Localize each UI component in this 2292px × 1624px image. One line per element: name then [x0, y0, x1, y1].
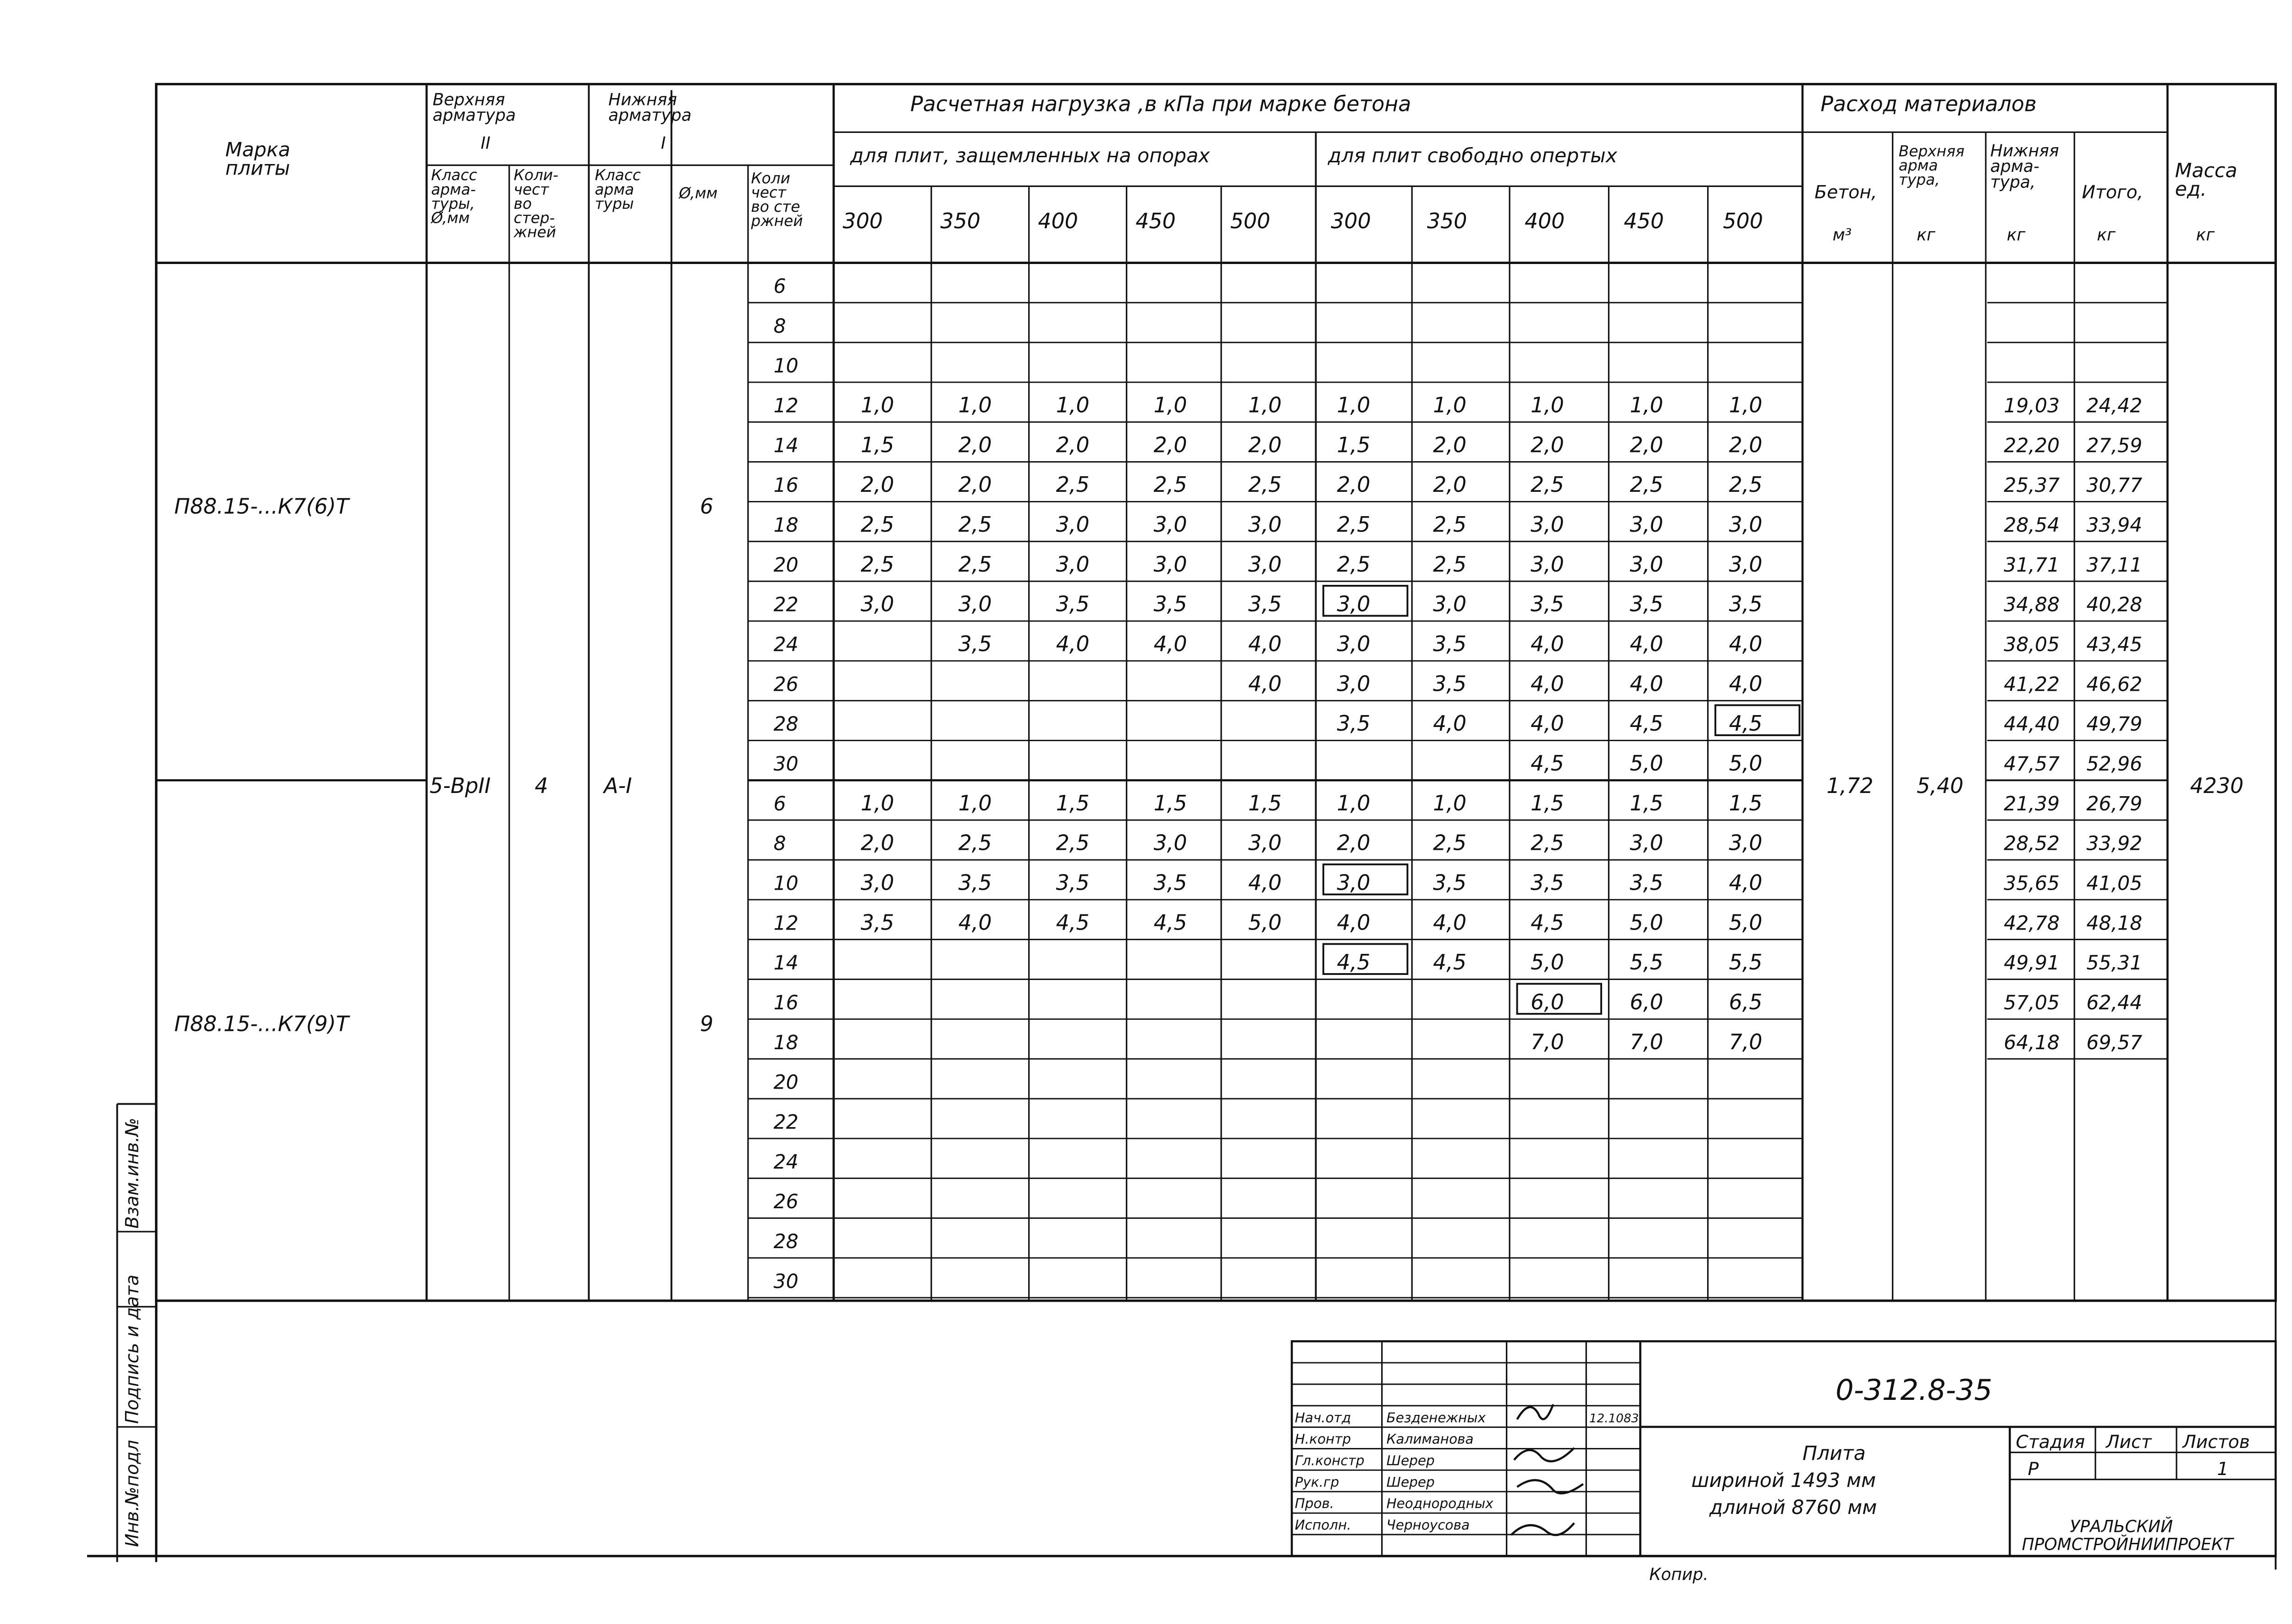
total-value: 49,79: [2086, 713, 2143, 736]
load-free-value: 3,5: [1531, 870, 1564, 895]
total-value: 48,18: [2086, 912, 2143, 935]
upper-count-value: 4: [534, 773, 548, 798]
load-fixed-value: 1,5: [1248, 790, 1282, 815]
lower-class-header: Класс арма туры: [595, 166, 641, 213]
load-fixed-value: 4,5: [1056, 910, 1090, 935]
lower-mat-value: 31,71: [2004, 553, 2060, 577]
total-value: 62,44: [2086, 991, 2143, 1015]
load-fixed-value: 2,5: [958, 551, 992, 577]
load-free-value: 5,0: [1729, 750, 1763, 776]
load-free-value: 3,5: [1337, 711, 1371, 736]
lower-mat-value: 57,05: [2004, 991, 2060, 1015]
total-value: 33,92: [2086, 832, 2143, 855]
load-fixed-value: 4,0: [958, 910, 992, 935]
plate-mark-2: П88.15-...К7(9)Т: [174, 1011, 349, 1036]
rod-count: 10: [773, 354, 799, 378]
load-free-value: 3,5: [1729, 591, 1763, 617]
lower-mat-header: Нижняя арма-тура,: [1990, 141, 2059, 192]
load-fixed-value: 3,5: [1056, 870, 1090, 895]
load-free-value: 3,0: [1337, 870, 1371, 895]
signer-role: Рук.гр: [1295, 1474, 1339, 1490]
rod-count: 26: [773, 1190, 799, 1214]
load-free-value: 4,0: [1337, 910, 1371, 935]
description-line-1: Плита: [1802, 1442, 1866, 1465]
load-fixed-value: 3,5: [860, 910, 894, 935]
rod-count: 24: [773, 633, 799, 656]
total-value: 55,31: [2086, 952, 2143, 975]
load-free-value: 3,0: [1729, 551, 1763, 577]
signer-role: Гл.констр: [1295, 1453, 1365, 1469]
rod-count: 12: [773, 394, 799, 418]
total-value: 40,28: [2086, 593, 2143, 617]
load-fixed-value: 2,0: [958, 432, 992, 457]
margin-stamp-1: Подпись и дата: [122, 1274, 143, 1424]
load-free-value: 5,0: [1729, 910, 1763, 935]
margin-stamp-0: Инв.№подл: [122, 1440, 143, 1547]
concrete-header: Бетон,: [1814, 182, 1877, 203]
total-value: 52,96: [2086, 752, 2143, 776]
load-fixed-value: 3,5: [958, 870, 992, 895]
load-fixed-value: 2,0: [1248, 432, 1282, 457]
load-fixed-value: 2,5: [958, 830, 992, 855]
load-fixed-value: 3,5: [1153, 591, 1187, 617]
plate-mark-1: П88.15-...К7(6)Т: [174, 494, 349, 519]
load-free-value: 3,0: [1531, 512, 1564, 537]
load-free-value: 3,0: [1729, 830, 1763, 855]
grade-fixed-300: 300: [843, 209, 883, 234]
upper-rebar-header: Верхняя арматура: [432, 90, 516, 125]
stage-label: Стадия: [2016, 1431, 2085, 1453]
signer-role: Пров.: [1295, 1496, 1334, 1512]
sheets-label: Листов: [2182, 1431, 2250, 1453]
load-free-value: 2,0: [1433, 472, 1467, 497]
rod-count: 28: [773, 713, 799, 736]
free-title: для плит свободно опертых: [1328, 144, 1618, 167]
load-fixed-value: 3,0: [860, 591, 894, 617]
load-fixed-value: 3,0: [1056, 512, 1090, 537]
signer-role: Н.контр: [1295, 1431, 1351, 1447]
fixed-title: для плит, защемленных на опорах: [850, 144, 1210, 167]
load-fixed-value: 4,0: [1056, 631, 1090, 656]
lower-mat-value: 49,91: [2004, 952, 2060, 975]
load-free-value: 1,5: [1630, 790, 1664, 815]
lower-mat-value: 21,39: [2004, 792, 2060, 815]
rod-count: 18: [773, 1031, 799, 1054]
signer-role: Нач.отд: [1295, 1409, 1351, 1426]
lower-mat-value: 25,37: [2004, 474, 2060, 497]
load-fixed-value: 3,5: [1056, 591, 1090, 617]
load-fixed-value: 2,5: [958, 512, 992, 537]
concrete-unit: м³: [1832, 226, 1852, 245]
total-value: 33,94: [2086, 513, 2143, 537]
description-line-2: шириной 1493 мм: [1691, 1469, 1876, 1492]
load-fixed-value: 2,0: [1153, 432, 1187, 457]
load-fixed-value: 1,0: [1248, 392, 1282, 418]
load-free-value: 3,5: [1433, 631, 1467, 656]
total-value: 26,79: [2086, 792, 2143, 815]
load-free-value: 3,5: [1630, 870, 1664, 895]
rod-count: 30: [773, 1270, 799, 1293]
load-fixed-value: 1,0: [860, 392, 894, 418]
load-free-value: 1,5: [1531, 790, 1564, 815]
rod-count: 6: [773, 792, 786, 815]
load-free-value: 6,0: [1531, 990, 1564, 1015]
lower-rebar-header: Нижняя арматура: [608, 90, 692, 125]
grade-free-450: 450: [1624, 209, 1664, 234]
rod-count: 18: [773, 513, 799, 537]
load-free-value: 3,5: [1433, 671, 1467, 696]
load-fixed-value: 1,0: [958, 790, 992, 815]
load-free-value: 3,0: [1337, 671, 1371, 696]
load-free-value: 2,5: [1531, 472, 1564, 497]
load-free-value: 4,0: [1630, 631, 1664, 656]
signer-name: Шерер: [1386, 1474, 1435, 1490]
rod-count: 22: [773, 1111, 799, 1134]
rod-count: 16: [773, 474, 799, 497]
load-free-value: 2,0: [1630, 432, 1664, 457]
rod-count: 12: [773, 912, 799, 935]
lower-rebar-roman: I: [661, 134, 666, 153]
load-free-value: 3,0: [1337, 591, 1371, 617]
upper-count-header: Коли-чест во стер-жней: [513, 166, 558, 241]
load-free-value: 1,0: [1433, 392, 1467, 418]
table-frame: [156, 84, 2276, 1301]
upper-mat-value: 5,40: [1917, 773, 1964, 798]
load-fixed-value: 2,5: [1248, 472, 1282, 497]
load-free-value: 1,0: [1630, 392, 1664, 418]
load-free-value: 4,0: [1433, 910, 1467, 935]
total-value: 24,42: [2086, 394, 2143, 418]
load-free-value: 4,0: [1630, 671, 1664, 696]
lower-mat-value: 35,65: [2004, 872, 2060, 895]
load-free-value: 2,0: [1337, 472, 1371, 497]
load-free-value: 4,5: [1433, 950, 1467, 975]
load-fixed-value: 2,5: [1056, 472, 1090, 497]
load-free-value: 7,0: [1531, 1029, 1564, 1054]
lower-diam-header: Ø,мм: [679, 184, 718, 202]
lower-mat-value: 47,57: [2004, 752, 2060, 776]
signer-name: Калиманова: [1386, 1431, 1474, 1447]
load-free-value: 4,0: [1433, 711, 1467, 736]
lower-count-header: Коли чест во сте ржней: [751, 169, 803, 230]
load-free-value: 3,0: [1729, 512, 1763, 537]
load-free-value: 4,5: [1337, 950, 1371, 975]
concrete-value: 1,72: [1826, 773, 1873, 798]
load-fixed-value: 2,0: [958, 472, 992, 497]
load-fixed-value: 5,0: [1248, 910, 1282, 935]
description-line-3: длиной 8760 мм: [1709, 1496, 1877, 1519]
load-free-value: 2,0: [1433, 432, 1467, 457]
total-value: 43,45: [2086, 633, 2143, 656]
load-free-value: 4,0: [1729, 671, 1763, 696]
total-header: Итого,: [2082, 182, 2143, 203]
total-unit: кг: [2097, 226, 2116, 245]
load-free-value: 2,5: [1337, 551, 1371, 577]
load-fixed-value: 3,0: [860, 870, 894, 895]
signer-name: Шерер: [1386, 1453, 1435, 1469]
rod-count: 26: [773, 673, 799, 696]
upper-mat-unit: кг: [1917, 226, 1935, 245]
lower-mat-value: 28,54: [2004, 513, 2060, 537]
signer-name: Черноусова: [1386, 1517, 1470, 1533]
load-free-value: 3,0: [1433, 591, 1467, 617]
load-free-value: 2,5: [1433, 830, 1467, 855]
grade-free-500: 500: [1723, 209, 1763, 234]
load-fixed-value: 1,0: [860, 790, 894, 815]
load-free-value: 6,5: [1729, 990, 1763, 1015]
load-fixed-value: 1,5: [1056, 790, 1090, 815]
rod-count: 20: [773, 1071, 799, 1094]
load-free-value: 3,0: [1630, 830, 1664, 855]
lower-class-value: А-I: [604, 773, 632, 798]
signer-role: Исполн.: [1295, 1517, 1351, 1533]
load-free-value: 3,0: [1531, 551, 1564, 577]
load-fixed-value: 4,0: [1248, 870, 1282, 895]
upper-mat-header: Верхняя арма тура,: [1898, 142, 1965, 189]
lower-diameter-2: 9: [700, 1011, 714, 1036]
load-fixed-value: 3,5: [1248, 591, 1282, 617]
rod-count: 24: [773, 1151, 799, 1174]
total-value: 46,62: [2086, 673, 2143, 696]
load-fixed-value: 3,0: [1153, 512, 1187, 537]
load-fixed-value: 4,5: [1153, 910, 1187, 935]
materials-title: Расход материалов: [1820, 91, 2037, 116]
load-free-value: 4,0: [1729, 631, 1763, 656]
load-fixed-value: 4,0: [1153, 631, 1187, 656]
org-line-1: УРАЛЬСКИЙ: [2070, 1517, 2173, 1536]
load-free-value: 4,0: [1729, 870, 1763, 895]
load-fixed-value: 3,0: [1153, 551, 1187, 577]
total-value: 27,59: [2086, 434, 2143, 457]
load-free-value: 6,0: [1630, 990, 1664, 1015]
grade-fixed-500: 500: [1230, 209, 1271, 234]
lower-mat-value: 64,18: [2004, 1031, 2060, 1054]
upper-class-value: 5-ВрII: [430, 773, 491, 798]
plate-mark-header: Марка плиты: [225, 138, 291, 180]
load-free-value: 2,5: [1630, 472, 1664, 497]
load-free-value: 2,5: [1433, 551, 1467, 577]
load-free-value: 7,0: [1729, 1029, 1763, 1054]
load-free-value: 2,0: [1729, 432, 1763, 457]
grade-free-300: 300: [1331, 209, 1371, 234]
load-free-value: 4,5: [1729, 711, 1763, 736]
load-free-value: 1,5: [1337, 432, 1371, 457]
load-free-value: 1,0: [1337, 790, 1371, 815]
load-free-value: 3,0: [1337, 631, 1371, 656]
load-fixed-value: 2,0: [1056, 432, 1090, 457]
org-line-2: ПРОМСТРОЙНИИПРОЕКТ: [2022, 1535, 2233, 1554]
load-free-value: 1,5: [1729, 790, 1763, 815]
grade-free-400: 400: [1524, 209, 1565, 234]
total-value: 30,77: [2086, 474, 2143, 497]
load-fixed-value: 2,5: [1153, 472, 1187, 497]
load-free-value: 1,0: [1531, 392, 1564, 418]
load-fixed-value: 2,0: [860, 472, 894, 497]
upper-class-header: Класс арма-туры, Ø,мм: [431, 166, 477, 227]
load-fixed-value: 3,0: [1248, 512, 1282, 537]
rod-count: 10: [773, 872, 799, 895]
load-free-value: 4,5: [1630, 711, 1664, 736]
load-free-value: 3,5: [1630, 591, 1664, 617]
lower-mat-value: 22,20: [2004, 434, 2060, 457]
load-fixed-value: 1,5: [860, 432, 894, 457]
load-free-value: 4,5: [1531, 750, 1564, 776]
load-free-value: 1,0: [1337, 392, 1371, 418]
load-free-value: 4,5: [1531, 910, 1564, 935]
load-fixed-value: 2,5: [860, 551, 894, 577]
load-fixed-value: 1,0: [958, 392, 992, 418]
mass-unit: кг: [2196, 226, 2215, 245]
signer-name: Безденежных: [1386, 1409, 1486, 1426]
sheets-value: 1: [2217, 1459, 2229, 1480]
load-free-value: 2,5: [1531, 830, 1564, 855]
load-free-value: 5,0: [1630, 750, 1664, 776]
lower-mat-value: 44,40: [2004, 713, 2060, 736]
lower-mat-value: 38,05: [2004, 633, 2060, 656]
load-free-value: 4,0: [1531, 631, 1564, 656]
total-value: 37,11: [2086, 553, 2143, 577]
margin-stamp-2: Взам.инв.№: [122, 1118, 143, 1229]
signer-name: Неоднородных: [1386, 1496, 1493, 1512]
load-fixed-value: 2,5: [1056, 830, 1090, 855]
load-title: Расчетная нагрузка ,в кПа при марке бетона: [910, 91, 1411, 116]
load-free-value: 4,0: [1531, 711, 1564, 736]
lower-diameter-1: 6: [700, 494, 714, 519]
load-fixed-value: 1,0: [1153, 392, 1187, 418]
rod-count: 14: [773, 952, 799, 975]
load-fixed-value: 2,5: [860, 512, 894, 537]
lower-mat-value: 19,03: [2004, 394, 2060, 418]
load-free-value: 4,0: [1531, 671, 1564, 696]
load-free-value: 5,5: [1729, 950, 1763, 975]
load-fixed-value: 3,0: [958, 591, 992, 617]
load-free-value: 5,5: [1630, 950, 1664, 975]
load-free-value: 3,0: [1630, 512, 1664, 537]
lower-mat-value: 41,22: [2004, 673, 2060, 696]
load-fixed-value: 3,5: [1153, 870, 1187, 895]
rod-count: 8: [773, 832, 786, 855]
load-fixed-value: 3,0: [1056, 551, 1090, 577]
load-free-value: 5,0: [1630, 910, 1664, 935]
upper-rebar-roman: II: [480, 134, 490, 153]
rod-count: 14: [773, 434, 799, 457]
load-fixed-value: 2,0: [860, 830, 894, 855]
mass-value: 4230: [2190, 773, 2244, 798]
total-value: 41,05: [2086, 872, 2143, 895]
load-fixed-value: 3,5: [958, 631, 992, 656]
load-fixed-value: 3,0: [1248, 551, 1282, 577]
copied-label: Копир.: [1649, 1565, 1708, 1585]
load-fixed-value: 3,0: [1153, 830, 1187, 855]
rod-count: 30: [773, 752, 799, 776]
load-free-value: 5,0: [1531, 950, 1564, 975]
load-fixed-value: 1,0: [1056, 392, 1090, 418]
load-free-value: 7,0: [1630, 1029, 1664, 1054]
lower-mat-unit: кг: [2006, 226, 2026, 245]
stage-value: Р: [2028, 1459, 2039, 1480]
rod-count: 6: [773, 275, 786, 298]
grade-free-350: 350: [1427, 209, 1467, 234]
load-free-value: 1,0: [1729, 392, 1763, 418]
load-free-value: 3,5: [1433, 870, 1467, 895]
grade-fixed-450: 450: [1135, 209, 1176, 234]
load-free-value: 3,0: [1630, 551, 1664, 577]
load-fixed-value: 3,0: [1248, 830, 1282, 855]
rod-count: 8: [773, 314, 786, 338]
rod-count: 20: [773, 553, 799, 577]
load-free-value: 3,5: [1531, 591, 1564, 617]
lower-mat-value: 34,88: [2004, 593, 2060, 617]
load-free-value: 1,0: [1433, 790, 1467, 815]
load-free-value: 2,5: [1337, 512, 1371, 537]
mass-header: Масса ед.: [2175, 159, 2237, 201]
doc-code: 0-312.8-35: [1835, 1373, 1993, 1407]
load-fixed-value: 1,5: [1153, 790, 1187, 815]
lower-mat-value: 28,52: [2004, 832, 2060, 855]
load-free-value: 2,0: [1337, 830, 1371, 855]
rod-count: 16: [773, 991, 799, 1015]
load-fixed-value: 4,0: [1248, 671, 1282, 696]
load-fixed-value: 4,0: [1248, 631, 1282, 656]
grade-fixed-400: 400: [1038, 209, 1078, 234]
lower-mat-value: 42,78: [2004, 912, 2060, 935]
rod-count: 28: [773, 1230, 799, 1254]
load-free-value: 2,5: [1729, 472, 1763, 497]
load-free-value: 2,5: [1433, 512, 1467, 537]
signer-date: 12.1083: [1589, 1411, 1639, 1426]
sheet-label: Лист: [2106, 1431, 2152, 1453]
rod-count: 22: [773, 593, 799, 617]
total-value: 69,57: [2086, 1031, 2143, 1054]
grade-fixed-350: 350: [940, 209, 981, 234]
load-free-value: 2,0: [1531, 432, 1564, 457]
